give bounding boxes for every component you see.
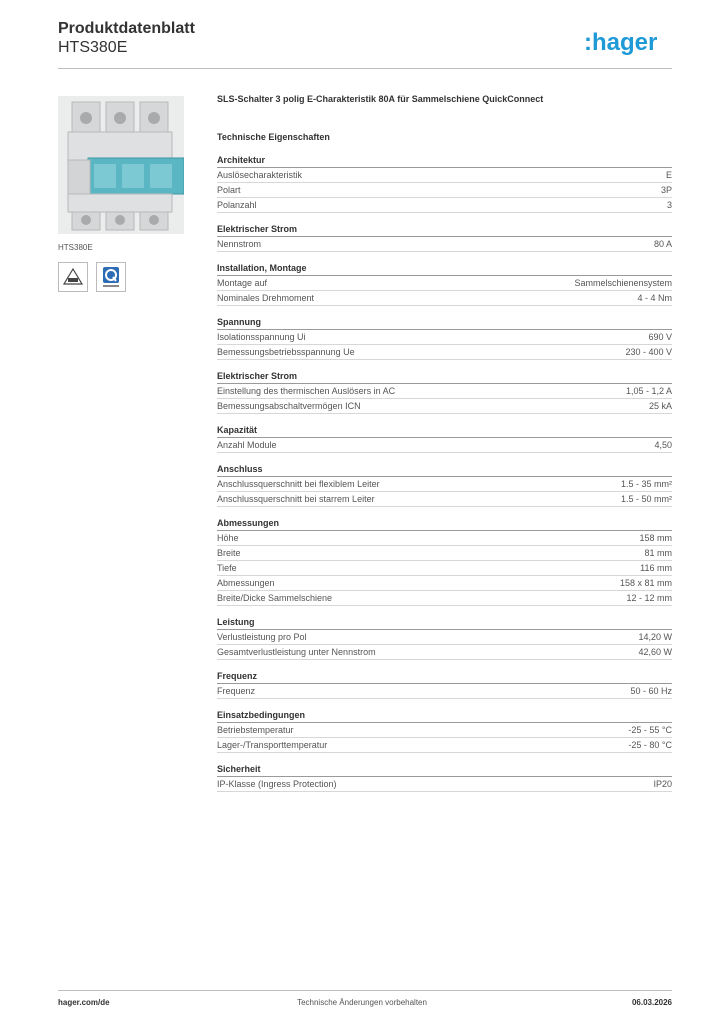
spec-row — [217, 738, 672, 753]
spec-row — [217, 645, 672, 660]
spec-value: 42,60 W — [638, 647, 672, 657]
spec-label: Polart — [217, 185, 241, 195]
spec-row — [217, 276, 672, 291]
footer-website[interactable]: hager.com/de — [58, 998, 110, 1007]
spec-label: Montage auf — [217, 278, 268, 288]
spec-label: IP-Klasse (Ingress Protection) — [217, 779, 337, 789]
specifications-title: Technische Eigenschaften — [217, 132, 330, 142]
spec-value: 230 - 400 V — [625, 347, 672, 357]
spec-value: 4 - 4 Nm — [637, 293, 672, 303]
spec-row — [217, 183, 672, 198]
spec-label: Breite — [217, 548, 241, 558]
spec-label: Auslösecharakteristik — [217, 170, 303, 180]
spec-row — [217, 438, 672, 453]
spec-group-title: Frequenz — [217, 670, 672, 684]
spec-row — [217, 684, 672, 699]
product-title: SLS-Schalter 3 polig E-Charakteristik 80A für Sammelschiene QuickConnect — [217, 94, 544, 104]
spec-group — [217, 370, 672, 414]
product-image — [58, 96, 184, 234]
spec-row — [217, 576, 672, 591]
spec-row — [217, 531, 672, 546]
spec-label: Anschlussquerschnitt bei starrem Leiter — [217, 494, 375, 504]
spec-row — [217, 723, 672, 738]
hager-logo-text: :hager — [584, 30, 658, 56]
spec-row — [217, 630, 672, 645]
spec-group — [217, 424, 672, 453]
spec-group — [217, 709, 672, 753]
spec-row — [217, 399, 672, 414]
spec-row — [217, 384, 672, 399]
header-product-code: HTS380E — [58, 39, 128, 56]
spec-value: 1,05 - 1,2 A — [625, 386, 672, 396]
spec-value: 3P — [660, 185, 672, 195]
spec-group-title: Einsatzbedingungen — [217, 709, 672, 723]
spec-value: Sammelschienensystem — [574, 278, 672, 288]
spec-value: 690 V — [648, 332, 672, 342]
spec-value: 4,50 — [654, 440, 672, 450]
product-specifications — [217, 92, 672, 792]
header-divider — [58, 68, 672, 69]
spec-value: IP20 — [653, 779, 672, 789]
spec-label: Breite/Dicke Sammelschiene — [217, 593, 333, 603]
quality-cert-icon — [96, 262, 126, 292]
footer-date: 06.03.2026 — [631, 998, 672, 1007]
spec-label: Nominales Drehmoment — [217, 293, 315, 303]
spec-group-title: Elektrischer Strom — [217, 370, 672, 384]
spec-value: 80 A — [653, 239, 672, 249]
product-image-caption: HTS380E — [58, 243, 93, 252]
spec-value: 116 mm — [640, 563, 672, 573]
header-title: Produktdatenblatt — [58, 20, 195, 37]
spec-label: Frequenz — [217, 686, 256, 696]
spec-group-title: Abmessungen — [217, 517, 672, 531]
spec-value: 3 — [666, 200, 672, 210]
spec-group-title: Anschluss — [217, 463, 672, 477]
spec-value: 14,20 W — [638, 632, 672, 642]
spec-label: Gesamtverlustleistung unter Nennstrom — [217, 647, 376, 657]
spec-row — [217, 561, 672, 576]
spec-label: Betriebstemperatur — [217, 725, 294, 735]
spec-value: 1.5 - 50 mm² — [620, 494, 672, 504]
spec-value: -25 - 55 °C — [628, 725, 672, 735]
spec-value: 158 x 81 mm — [619, 578, 672, 588]
spec-value: 50 - 60 Hz — [630, 686, 672, 696]
spec-value: 1.5 - 35 mm² — [620, 479, 672, 489]
spec-label: Bemessungsabschaltvermögen ICN — [217, 401, 361, 411]
specification-groups — [217, 154, 672, 792]
spec-label: Anzahl Module — [217, 440, 277, 450]
spec-value: 158 mm — [639, 533, 672, 543]
spec-group-title: Architektur — [217, 154, 672, 168]
spec-row — [217, 492, 672, 507]
spec-label: Verlustleistung pro Pol — [217, 632, 307, 642]
spec-label: Bemessungsbetriebsspannung Ue — [217, 347, 355, 357]
spec-row — [217, 330, 672, 345]
spec-row — [217, 546, 672, 561]
spec-group — [217, 316, 672, 360]
vde-cert-icon — [58, 262, 88, 292]
spec-row — [217, 237, 672, 252]
footer-divider — [58, 990, 672, 991]
spec-group — [217, 517, 672, 606]
spec-group-title: Installation, Montage — [217, 262, 672, 276]
spec-label: Isolationsspannung Ui — [217, 332, 306, 342]
spec-group-title: Leistung — [217, 616, 672, 630]
spec-label: Polanzahl — [217, 200, 257, 210]
spec-label: Lager-/Transporttemperatur — [217, 740, 328, 750]
spec-label: Nennstrom — [217, 239, 262, 249]
spec-label: Anschlussquerschnitt bei flexiblem Leiter — [217, 479, 380, 489]
spec-group — [217, 463, 672, 507]
hager-logo — [584, 30, 672, 56]
spec-group-title: Elektrischer Strom — [217, 223, 672, 237]
footer-notice: Technische Änderungen vorbehalten — [297, 998, 427, 1007]
spec-group — [217, 154, 672, 213]
spec-row — [217, 345, 672, 360]
spec-label: Höhe — [217, 533, 239, 543]
spec-value: -25 - 80 °C — [628, 740, 672, 750]
spec-label: Einstellung des thermischen Auslösers in AC — [217, 386, 396, 396]
spec-group-title: Sicherheit — [217, 763, 672, 777]
spec-row — [217, 198, 672, 213]
spec-row — [217, 477, 672, 492]
spec-row — [217, 777, 672, 792]
spec-group-title: Kapazität — [217, 424, 672, 438]
spec-value: 12 - 12 mm — [626, 593, 672, 603]
spec-group — [217, 670, 672, 699]
spec-group — [217, 223, 672, 252]
spec-group — [217, 763, 672, 792]
spec-label: Abmessungen — [217, 578, 275, 588]
spec-value: 81 mm — [644, 548, 672, 558]
spec-group — [217, 262, 672, 306]
spec-label: Tiefe — [217, 563, 237, 573]
spec-row — [217, 591, 672, 606]
spec-row — [217, 291, 672, 306]
spec-value: 25 kA — [648, 401, 672, 411]
spec-group — [217, 616, 672, 660]
spec-row — [217, 168, 672, 183]
spec-value: E — [665, 170, 672, 180]
spec-group-title: Spannung — [217, 316, 672, 330]
